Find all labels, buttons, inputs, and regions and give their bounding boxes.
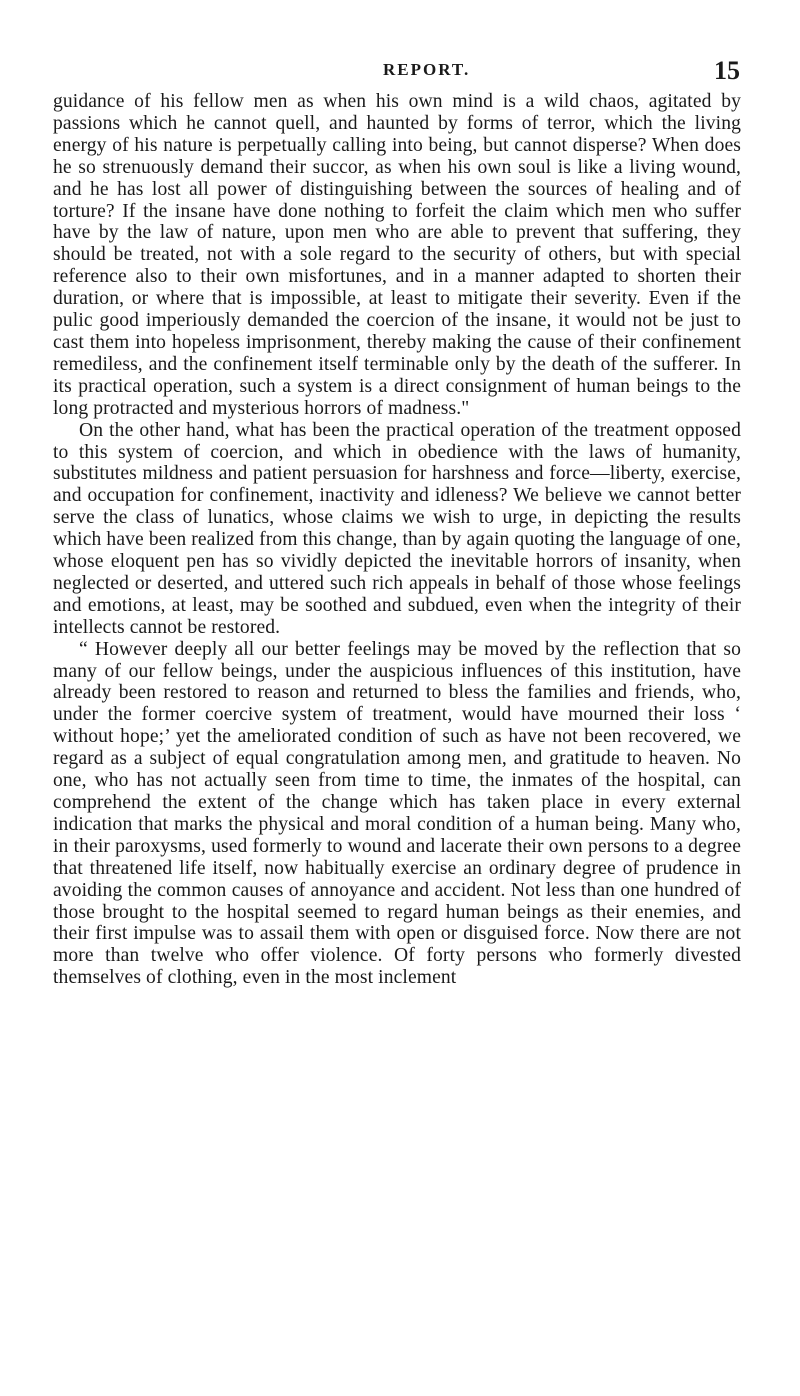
- paragraph: On the other hand, what has been the practical operation of the treatment opposed to this system of coercion, and which in obedience with the laws of humanity, substitutes mildness and patient persuasion for harshness and force—liberty, exercise, and occupation for confinement, inactivity and idleness? We believe we cannot better serve the class of lunatics, whose claims we wish to urge, in depicting the results which have been realized from this change, than by again quoting the language of one, whose eloquent pen has so vividly depicted the inevitable horrors of insanity, when neglected or deserted, and uttered such rich appeals in behalf of those whose feelings and emotions, at least, may be soothed and subdued, even when the integrity of their intellects cannot be restored.: [53, 419, 741, 638]
- page-number: 15: [714, 56, 740, 85]
- page-header: [60, 58, 740, 92]
- paragraph: “ However deeply all our better feelings may be moved by the reflection that so many of our fellow beings, under the auspicious influences of this institution, have already been restored to reason and returned to bless the families and friends, who, under the former coercive system of treatment, would have mourned their loss ‘ without hope;’ yet the ameliorated condition of such as have not been recovered, we regard as a subject of equal congratulation among men, and gratitude to heaven. No one, who has not actually seen from time to time, the inmates of the hospital, can comprehend the extent of the change which has taken place in every external indication that marks the physical and moral condition of a human being. Many who, in their paroxysms, used formerly to wound and lacerate their own persons to a degree that threatened life itself, now habitually exercise an ordinary degree of prudence in avoiding the common causes of annoyance and accident. Not less than one hundred of those brought to the hospital seemed to regard human beings as their enemies, and their first impulse was to assail them with open or disguised force. Now there are not more than twelve who offer violence. Of forty persons who formerly divested themselves of clothing, even in the most inclement: [53, 638, 741, 989]
- body-text: [53, 91, 741, 989]
- running-head: REPORT.: [383, 60, 471, 79]
- paragraph: guidance of his fellow men as when his own mind is a wild chaos, agitated by passions which he cannot quell, and haunted by forms of terror, which the living energy of his nature is perpetually calling into being, but cannot disperse? When does he so strenuously demand their succor, as when his own soul is like a living wound, and he has lost all power of distinguishing between the sources of healing and of torture? If the insane have done nothing to forfeit the claim which men who suffer have by the law of nature, upon men who are able to prevent that suffering, they should be treated, not with a sole regard to the security of others, but with special reference also to their own misfortunes, and in a manner adapted to shorten their duration, or where that is impossible, at least to mitigate their severity. Even if the pulic good imperiously demanded the coercion of the insane, it would not be just to cast them into hopeless imprisonment, thereby making the cause of their confinement remediless, and the confinement itself terminable only by the death of the sufferer. In its practical operation, such a system is a direct consignment of human beings to the long protracted and mysterious horrors of madness.": [53, 91, 741, 419]
